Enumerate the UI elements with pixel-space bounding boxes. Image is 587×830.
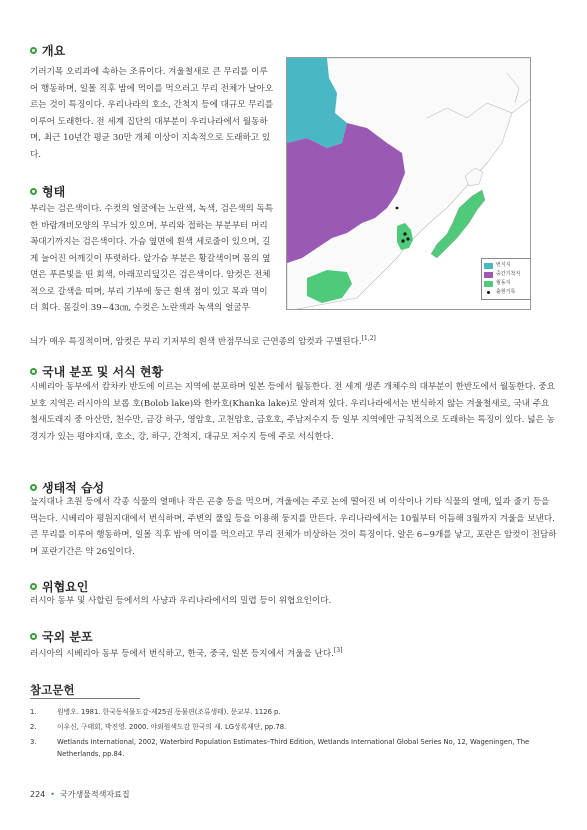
legend-label: 번식지 — [496, 262, 511, 268]
distribution-map — [286, 57, 531, 310]
overseas-text: 러시아의 시베리아 동부 등에서 번식하고, 한국, 중국, 일본 등지에서 겨울을 난다. — [30, 648, 334, 659]
references-heading: 참고문헌 — [30, 683, 75, 697]
threats-text: 러시아 동부 및 사할린 등에서의 사냥과 우리나라에서의 밀렵 등이 위협요인이다. — [30, 596, 332, 606]
map-legend — [481, 258, 531, 300]
legend-swatch — [484, 281, 493, 287]
morphology-text: 부리는 검은색이다. 수컷의 얼굴에는 노란색, 녹색, 검은색의 독특한 바람개비모양의 무늬가 있으며, 부리와 접하는 부분부터 머리꼭대기까지는 검은색이다. 가슴 옆면에 흰색 세로줄이 있으며, 길게 늘어진 어깨깃이 뚜렷하다. 앞가슴 부분은 황갈색이며 몸의 옆면은 푸른빛을 띤 회색, 아래꼬리덮깃은 검은색이다. 암컷은 전체적으로 갈색을 띠며, 부리 기부에 둥근 흰색 점이 있고 목과 멱이 더 희다. 몸길이 39~43㎝, 수컷은 노란색과 녹색의 얼굴무 — [30, 204, 274, 313]
heading-text: 국외 분포 — [42, 630, 93, 644]
section-heading-distribution — [30, 363, 163, 380]
reference-number: 2. — [30, 723, 37, 731]
distribution-text: 시베리아 동부에서 캄차카 반도에 이르는 지역에 분포하며 일본 등에서 월동한다. 전 세계 생존 개체수의 대부분이 한반도에서 월동한다. 중요 보호 지역은 러시아의 보롭 호(Bolob lake)와 한카호(Khanka lake)로 알려져 있다. 우리나라에서는 번식하지 않는 겨울철새로, 국내 주요 철새도래지 중 아산만, 천수만, 금강 하구, 영암호, 고천암호, 금호호, 주남저수지 등 일부 지역에만 규칙적으로 도래하는 특징이 있다. 넓은 농경지가 있는 평야지대, 호소, 강, 하구, 간척지, 대규모 저수지 등에 주로 서식한다. — [30, 382, 556, 442]
heading-bullet-icon — [30, 47, 37, 54]
publication-title: 국가생물적색자료집 — [60, 790, 130, 799]
page-number: 224 — [30, 790, 46, 799]
reference-item — [30, 721, 286, 734]
legend-item — [484, 288, 531, 297]
overseas-text-para — [30, 643, 560, 662]
reference-text: Wetlands International, 2002, Waterbird Population Estimates–Third Edition, Wetlands International Global Series No, 12, Wageningen, The — [57, 738, 530, 746]
heading-text: 위협요인 — [42, 580, 89, 594]
reference-text: 이우신, 구태회, 박진영. 2000. 야외원색도감 한국의 새. LG상록재단, pp.78. — [57, 723, 287, 731]
footer-separator: • — [50, 790, 55, 799]
section-heading-overview — [30, 42, 65, 59]
reference-number — [30, 748, 57, 761]
reference-item — [30, 706, 281, 719]
page-footer — [30, 789, 130, 800]
legend-label: 월동지 — [496, 280, 511, 286]
references-divider — [30, 698, 140, 699]
heading-text: 개요 — [42, 44, 66, 58]
record-dot — [406, 237, 409, 240]
heading-bullet-icon — [30, 368, 37, 375]
legend-dot-icon — [484, 290, 493, 296]
record-dot — [396, 207, 399, 210]
legend-swatch — [484, 272, 493, 278]
heading-bullet-icon — [30, 583, 37, 590]
reference-item — [30, 748, 124, 761]
heading-bullet-icon — [30, 633, 37, 640]
reference-number: 3. — [30, 738, 37, 746]
heading-text: 형태 — [42, 185, 66, 199]
reference-number: 1. — [30, 708, 37, 716]
ecology-text: 늪지대나 초원 등에서 각종 식물의 열매나 작은 곤충 등을 먹으며, 겨울에는 주로 논에 떨어진 벼 이삭이나 기타 식물의 열매, 잎과 줄기 등을 먹는다. 시베리아 평원지대에서 번식하며, 주변의 풀잎 등을 이용해 둥지를 만든다. 우리나라에서는 10월부터 이듬해 3월까지 겨울을 보낸다. 큰 무리를 이루어 행동하며, 일몰 직후 밤에 먹이를 먹으러고 무리 전체가 비상하는 것이 특징이다. 알은 6~9개를 낳고, 포란은 암컷이 전담하며 포란기간은 약 26일이다. — [30, 497, 557, 557]
heading-bullet-icon — [30, 484, 37, 491]
citation-sup: [3] — [333, 647, 343, 654]
record-dot — [401, 239, 404, 242]
heading-bullet-icon — [30, 188, 37, 195]
legend-item — [484, 261, 531, 270]
legend-label: 중간기착지 — [496, 271, 521, 277]
morphology-text-continued — [30, 331, 560, 350]
legend-item — [484, 270, 531, 279]
section-heading-morphology — [30, 183, 65, 200]
legend-label: 출현기록 — [496, 289, 516, 295]
heading-text: 국내 분포 및 서식 현황 — [42, 365, 164, 379]
legend-item — [484, 279, 531, 288]
citation-sup: [1,2] — [361, 335, 376, 342]
overview-text: 기러기목 오리과에 속하는 조류이다. 겨울철새로 큰 무리를 이루어 행동하며, 일몰 직후 밤에 먹이를 먹으러고 무리 전체가 날아오르는 것이 특징이다. 우리나라의 호소, 간척지 등에 대규모 무리를 이루어 도래한다. 전 세계 집단의 대부분이 우리나라에서 월동하며, 최근 10년간 평균 30만 개체 이상이 지속적으로 도래하고 있다. — [30, 67, 274, 160]
reference-text: Netherlands, pp.84. — [57, 750, 125, 758]
legend-swatch — [484, 263, 493, 269]
heading-text: 생태적 습성 — [42, 481, 105, 495]
reference-text: 원병오. 1981. 한국동식물도감-제25권 동물편(조류생태). 문교부. 1126 p. — [57, 708, 281, 716]
morphology-cont-text: 늬가 매우 특징적이며, 암컷은 부리 기저부의 흰색 반점무늬로 근연종의 암컷과 구별된다. — [30, 336, 362, 347]
record-dot — [403, 232, 406, 235]
